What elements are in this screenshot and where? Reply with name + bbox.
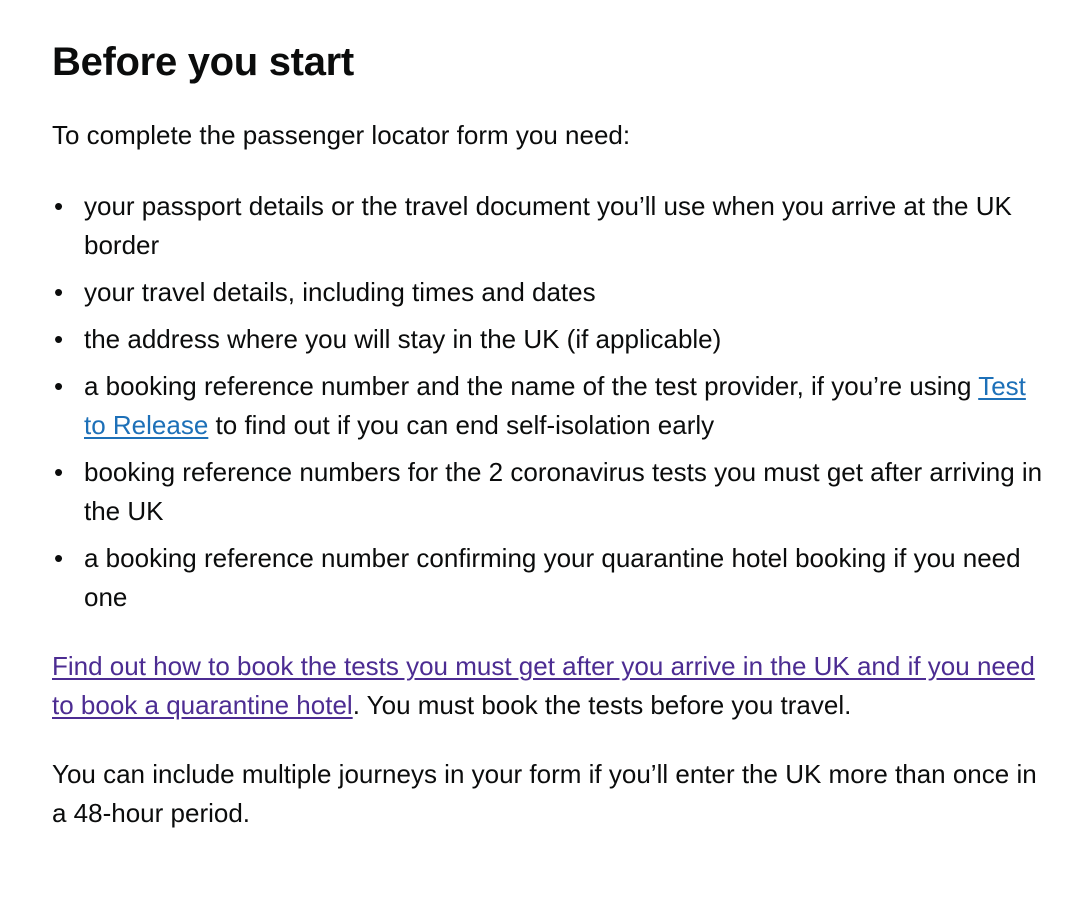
list-item-text: a booking reference number and the name of the test provider, if you’re using [84,371,979,401]
booking-paragraph-text: . You must book the tests before you travel. [352,690,852,720]
list-item [52,367,1052,445]
list-item-text: your travel details, including times and dates [84,277,596,307]
list-item-text: to find out if you can end self-isolation early [208,410,715,440]
list-item [52,273,1052,312]
requirements-list [52,187,1052,617]
intro-text: To complete the passenger locator form you need: [52,120,631,150]
list-item [52,320,1052,359]
bullet-icon: • [54,457,64,487]
book-tests-link[interactable]: Find out how to book the tests you must get after you arrive in the UK and if you need to book a quarantine hotel [52,651,1035,720]
list-item [52,187,1052,265]
page-heading: Before you start [52,40,354,84]
list-item [52,453,1052,531]
bullet-icon: • [54,191,64,221]
bullet-icon: • [54,324,64,354]
test-to-release-link[interactable]: Test to Release [84,371,1026,440]
list-item-text: booking reference numbers for the 2 coronavirus tests you must get after arriving in the UK [84,457,1043,526]
list-item-text: the address where you will stay in the UK (if applicable) [84,324,722,354]
journeys-paragraph: You can include multiple journeys in your form if you’ll enter the UK more than once in a 48-hour period. [52,759,1037,828]
bullet-icon: • [54,543,64,573]
list-item-text: your passport details or the travel document you’ll use when you arrive at the UK border [84,191,1012,260]
bullet-icon: • [54,277,64,307]
list-item-text: a booking reference number confirming your quarantine hotel booking if you need one [84,543,1021,612]
booking-paragraph [52,647,1052,725]
list-item [52,539,1052,617]
bullet-icon: • [54,371,64,401]
